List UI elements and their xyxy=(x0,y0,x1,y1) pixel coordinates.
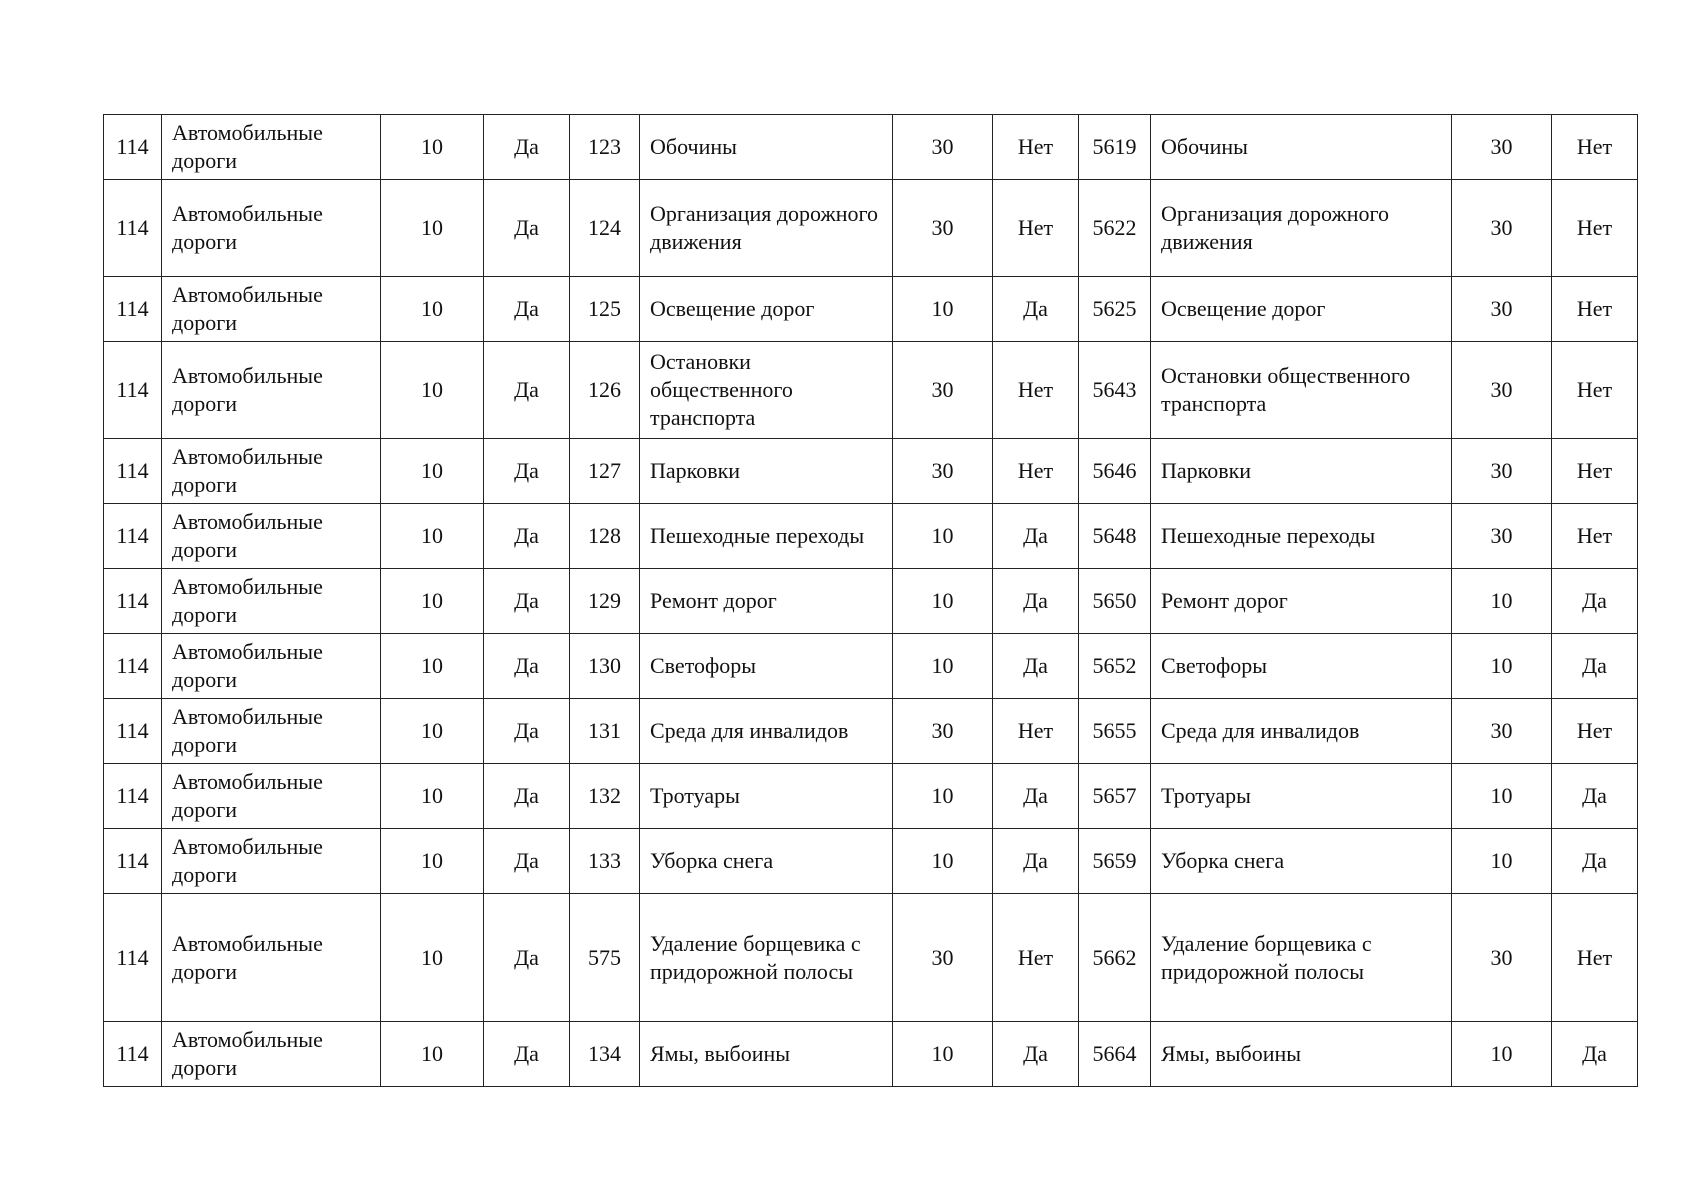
item-days-cell: 30 xyxy=(1452,342,1552,439)
category-name-cell: Автомобильные дороги xyxy=(162,342,381,439)
category-days-cell: 10 xyxy=(381,764,484,829)
category-days-cell: 10 xyxy=(381,277,484,342)
item-id-cell: 5659 xyxy=(1079,829,1151,894)
subcategory-id-cell: 123 xyxy=(570,115,640,180)
category-id-cell: 114 xyxy=(104,504,162,569)
item-name-cell: Среда для инвалидов xyxy=(1151,699,1452,764)
category-name-cell: Автомобильные дороги xyxy=(162,180,381,277)
subcategory-days-cell: 30 xyxy=(893,180,993,277)
subcategory-id-cell: 125 xyxy=(570,277,640,342)
item-id-cell: 5655 xyxy=(1079,699,1151,764)
category-days-cell: 10 xyxy=(381,342,484,439)
item-id-cell: 5622 xyxy=(1079,180,1151,277)
item-flag-cell: Нет xyxy=(1552,894,1638,1022)
subcategory-days-cell: 10 xyxy=(893,634,993,699)
subcategory-name-cell: Организация дорожного движения xyxy=(640,180,893,277)
subcategory-days-cell: 30 xyxy=(893,439,993,504)
table-row xyxy=(104,829,1638,894)
item-flag-cell: Нет xyxy=(1552,504,1638,569)
category-id-cell: 114 xyxy=(104,115,162,180)
category-flag-cell: Да xyxy=(484,439,570,504)
category-flag-cell: Да xyxy=(484,180,570,277)
item-id-cell: 5648 xyxy=(1079,504,1151,569)
category-days-cell: 10 xyxy=(381,1022,484,1087)
subcategory-days-cell: 30 xyxy=(893,115,993,180)
item-id-cell: 5662 xyxy=(1079,894,1151,1022)
subcategory-days-cell: 30 xyxy=(893,342,993,439)
subcategory-flag-cell: Да xyxy=(993,634,1079,699)
item-name-cell: Ямы, выбоины xyxy=(1151,1022,1452,1087)
item-flag-cell: Нет xyxy=(1552,439,1638,504)
item-days-cell: 30 xyxy=(1452,894,1552,1022)
category-flag-cell: Да xyxy=(484,569,570,634)
subcategory-id-cell: 134 xyxy=(570,1022,640,1087)
item-id-cell: 5625 xyxy=(1079,277,1151,342)
category-name-cell: Автомобильные дороги xyxy=(162,829,381,894)
data-table xyxy=(103,114,1638,1087)
category-name-cell: Автомобильные дороги xyxy=(162,277,381,342)
subcategory-name-cell: Уборка снега xyxy=(640,829,893,894)
category-id-cell: 114 xyxy=(104,764,162,829)
table-row xyxy=(104,569,1638,634)
subcategory-flag-cell: Нет xyxy=(993,180,1079,277)
item-flag-cell: Да xyxy=(1552,634,1638,699)
table-row xyxy=(104,699,1638,764)
table-row xyxy=(104,764,1638,829)
item-days-cell: 30 xyxy=(1452,277,1552,342)
item-flag-cell: Нет xyxy=(1552,115,1638,180)
item-name-cell: Остановки общественного транспорта xyxy=(1151,342,1452,439)
category-name-cell: Автомобильные дороги xyxy=(162,1022,381,1087)
subcategory-id-cell: 132 xyxy=(570,764,640,829)
category-name-cell: Автомобильные дороги xyxy=(162,115,381,180)
item-name-cell: Удаление борщевика с придорожной полосы xyxy=(1151,894,1452,1022)
subcategory-id-cell: 133 xyxy=(570,829,640,894)
subcategory-flag-cell: Да xyxy=(993,569,1079,634)
subcategory-name-cell: Обочины xyxy=(640,115,893,180)
category-days-cell: 10 xyxy=(381,439,484,504)
subcategory-name-cell: Тротуары xyxy=(640,764,893,829)
item-flag-cell: Да xyxy=(1552,569,1638,634)
subcategory-name-cell: Парковки xyxy=(640,439,893,504)
subcategory-name-cell: Остановки общественного транспорта xyxy=(640,342,893,439)
category-id-cell: 114 xyxy=(104,894,162,1022)
category-id-cell: 114 xyxy=(104,342,162,439)
item-name-cell: Уборка снега xyxy=(1151,829,1452,894)
category-days-cell: 10 xyxy=(381,634,484,699)
category-flag-cell: Да xyxy=(484,342,570,439)
table-row xyxy=(104,342,1638,439)
category-flag-cell: Да xyxy=(484,699,570,764)
category-name-cell: Автомобильные дороги xyxy=(162,504,381,569)
item-flag-cell: Нет xyxy=(1552,699,1638,764)
subcategory-id-cell: 126 xyxy=(570,342,640,439)
category-days-cell: 10 xyxy=(381,115,484,180)
item-days-cell: 10 xyxy=(1452,569,1552,634)
subcategory-days-cell: 10 xyxy=(893,504,993,569)
subcategory-id-cell: 127 xyxy=(570,439,640,504)
item-days-cell: 10 xyxy=(1452,1022,1552,1087)
item-id-cell: 5646 xyxy=(1079,439,1151,504)
item-days-cell: 10 xyxy=(1452,634,1552,699)
subcategory-days-cell: 10 xyxy=(893,829,993,894)
subcategory-flag-cell: Да xyxy=(993,1022,1079,1087)
subcategory-name-cell: Среда для инвалидов xyxy=(640,699,893,764)
subcategory-id-cell: 124 xyxy=(570,180,640,277)
subcategory-flag-cell: Нет xyxy=(993,894,1079,1022)
subcategory-flag-cell: Да xyxy=(993,829,1079,894)
category-flag-cell: Да xyxy=(484,634,570,699)
table-row xyxy=(104,504,1638,569)
table-row xyxy=(104,894,1638,1022)
category-id-cell: 114 xyxy=(104,699,162,764)
item-name-cell: Освещение дорог xyxy=(1151,277,1452,342)
subcategory-name-cell: Ямы, выбоины xyxy=(640,1022,893,1087)
subcategory-flag-cell: Нет xyxy=(993,342,1079,439)
item-days-cell: 30 xyxy=(1452,115,1552,180)
category-flag-cell: Да xyxy=(484,115,570,180)
subcategory-days-cell: 10 xyxy=(893,277,993,342)
category-id-cell: 114 xyxy=(104,634,162,699)
subcategory-name-cell: Ремонт дорог xyxy=(640,569,893,634)
subcategory-flag-cell: Нет xyxy=(993,699,1079,764)
category-name-cell: Автомобильные дороги xyxy=(162,764,381,829)
category-days-cell: 10 xyxy=(381,829,484,894)
item-name-cell: Тротуары xyxy=(1151,764,1452,829)
table-row xyxy=(104,634,1638,699)
subcategory-days-cell: 30 xyxy=(893,699,993,764)
item-flag-cell: Да xyxy=(1552,829,1638,894)
subcategory-id-cell: 128 xyxy=(570,504,640,569)
category-id-cell: 114 xyxy=(104,277,162,342)
item-days-cell: 10 xyxy=(1452,829,1552,894)
subcategory-flag-cell: Да xyxy=(993,504,1079,569)
item-id-cell: 5650 xyxy=(1079,569,1151,634)
item-days-cell: 30 xyxy=(1452,439,1552,504)
item-name-cell: Пешеходные переходы xyxy=(1151,504,1452,569)
category-days-cell: 10 xyxy=(381,894,484,1022)
item-days-cell: 30 xyxy=(1452,504,1552,569)
subcategory-name-cell: Пешеходные переходы xyxy=(640,504,893,569)
subcategory-id-cell: 575 xyxy=(570,894,640,1022)
category-name-cell: Автомобильные дороги xyxy=(162,699,381,764)
item-flag-cell: Нет xyxy=(1552,342,1638,439)
category-days-cell: 10 xyxy=(381,180,484,277)
table-row xyxy=(104,115,1638,180)
category-flag-cell: Да xyxy=(484,829,570,894)
item-flag-cell: Нет xyxy=(1552,277,1638,342)
table-row xyxy=(104,277,1638,342)
category-id-cell: 114 xyxy=(104,829,162,894)
category-name-cell: Автомобильные дороги xyxy=(162,894,381,1022)
subcategory-flag-cell: Нет xyxy=(993,115,1079,180)
item-flag-cell: Да xyxy=(1552,1022,1638,1087)
category-id-cell: 114 xyxy=(104,1022,162,1087)
subcategory-days-cell: 30 xyxy=(893,894,993,1022)
item-days-cell: 10 xyxy=(1452,764,1552,829)
item-name-cell: Обочины xyxy=(1151,115,1452,180)
item-id-cell: 5643 xyxy=(1079,342,1151,439)
subcategory-flag-cell: Да xyxy=(993,764,1079,829)
item-name-cell: Светофоры xyxy=(1151,634,1452,699)
category-flag-cell: Да xyxy=(484,1022,570,1087)
item-name-cell: Ремонт дорог xyxy=(1151,569,1452,634)
category-flag-cell: Да xyxy=(484,504,570,569)
category-days-cell: 10 xyxy=(381,699,484,764)
subcategory-name-cell: Освещение дорог xyxy=(640,277,893,342)
item-id-cell: 5652 xyxy=(1079,634,1151,699)
subcategory-flag-cell: Нет xyxy=(993,439,1079,504)
table-row xyxy=(104,180,1638,277)
subcategory-id-cell: 130 xyxy=(570,634,640,699)
item-flag-cell: Да xyxy=(1552,764,1638,829)
subcategory-id-cell: 129 xyxy=(570,569,640,634)
item-id-cell: 5619 xyxy=(1079,115,1151,180)
category-days-cell: 10 xyxy=(381,569,484,634)
subcategory-days-cell: 10 xyxy=(893,569,993,634)
subcategory-id-cell: 131 xyxy=(570,699,640,764)
category-flag-cell: Да xyxy=(484,277,570,342)
item-id-cell: 5664 xyxy=(1079,1022,1151,1087)
table-row xyxy=(104,1022,1638,1087)
subcategory-name-cell: Удаление борщевика с придорожной полосы xyxy=(640,894,893,1022)
item-days-cell: 30 xyxy=(1452,180,1552,277)
item-id-cell: 5657 xyxy=(1079,764,1151,829)
category-name-cell: Автомобильные дороги xyxy=(162,439,381,504)
subcategory-flag-cell: Да xyxy=(993,277,1079,342)
category-id-cell: 114 xyxy=(104,439,162,504)
subcategory-name-cell: Светофоры xyxy=(640,634,893,699)
category-name-cell: Автомобильные дороги xyxy=(162,634,381,699)
item-days-cell: 30 xyxy=(1452,699,1552,764)
category-flag-cell: Да xyxy=(484,764,570,829)
subcategory-days-cell: 10 xyxy=(893,1022,993,1087)
category-name-cell: Автомобильные дороги xyxy=(162,569,381,634)
category-days-cell: 10 xyxy=(381,504,484,569)
item-name-cell: Организация дорожного движения xyxy=(1151,180,1452,277)
category-id-cell: 114 xyxy=(104,180,162,277)
table-row xyxy=(104,439,1638,504)
category-id-cell: 114 xyxy=(104,569,162,634)
subcategory-days-cell: 10 xyxy=(893,764,993,829)
category-flag-cell: Да xyxy=(484,894,570,1022)
item-name-cell: Парковки xyxy=(1151,439,1452,504)
item-flag-cell: Нет xyxy=(1552,180,1638,277)
